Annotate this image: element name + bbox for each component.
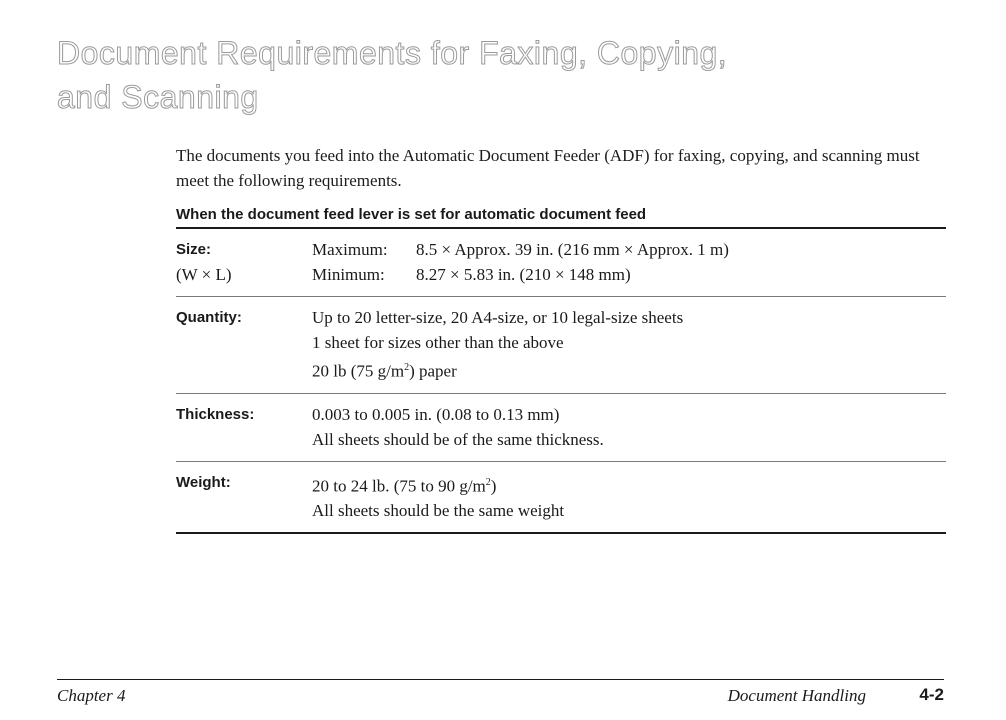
quantity-line-3-post: ) paper xyxy=(409,361,457,381)
weight-line-1-pre: 20 to 24 lb. (75 to 90 g/m xyxy=(312,476,486,496)
size-label: Size: xyxy=(176,241,212,258)
table-heading: When the document feed lever is set for automatic document feed xyxy=(176,206,647,223)
thickness-line-2: All sheets should be of the same thickness. xyxy=(312,429,604,449)
requirements-table xyxy=(176,205,946,534)
footer-chapter: Chapter 4 xyxy=(57,686,126,705)
footer-section: Document Handling xyxy=(727,686,866,705)
thickness-line-1: 0.003 to 0.005 in. (0.08 to 0.13 mm) xyxy=(312,404,560,424)
table-row-quantity xyxy=(176,297,946,394)
quantity-line-3 xyxy=(312,355,946,384)
table-row-thickness xyxy=(176,394,946,462)
weight-line-1-sup: 2 xyxy=(485,476,491,488)
weight-label: Weight: xyxy=(176,473,231,491)
weight-line-2: All sheets should be the same weight xyxy=(312,501,565,521)
page-footer xyxy=(57,679,944,710)
weight-line-1 xyxy=(312,470,946,499)
table-row-size xyxy=(176,229,946,297)
size-min-key: Minimum: xyxy=(312,265,385,284)
intro-paragraph: The documents you feed into the Automatic Document Feeder (ADF) for faxing, copying, and scanning must meet the following requirements. xyxy=(176,146,920,190)
size-max-key: Maximum: xyxy=(312,240,388,259)
quantity-line-3-sup: 2 xyxy=(404,362,410,373)
page-title-line-2: and Scanning xyxy=(57,79,259,115)
size-min-value: 8.27 × 5.83 in. (210 × 148 mm) xyxy=(416,265,631,284)
page-title xyxy=(57,31,957,119)
thickness-label: Thickness: xyxy=(176,405,255,423)
size-max-value: 8.5 × Approx. 39 in. (216 mm × Approx. 1 m) xyxy=(416,240,729,259)
weight-line-1-post: ) xyxy=(490,476,497,496)
footer-page-number: 4-2 xyxy=(919,685,944,704)
table-row-weight xyxy=(176,462,946,535)
quantity-line-3-pre: 20 lb (75 g/m xyxy=(312,361,405,381)
quantity-label: Quantity: xyxy=(176,309,242,326)
quantity-line-1: Up to 20 letter-size, 20 A4-size, or 10 legal-size sheets xyxy=(312,308,684,327)
size-sublabel: (W × L) xyxy=(176,265,232,284)
page-title-line-1: Document Requirements for Faxing, Copying, xyxy=(57,35,728,71)
quantity-line-2: 1 sheet for sizes other than the above xyxy=(312,333,564,352)
